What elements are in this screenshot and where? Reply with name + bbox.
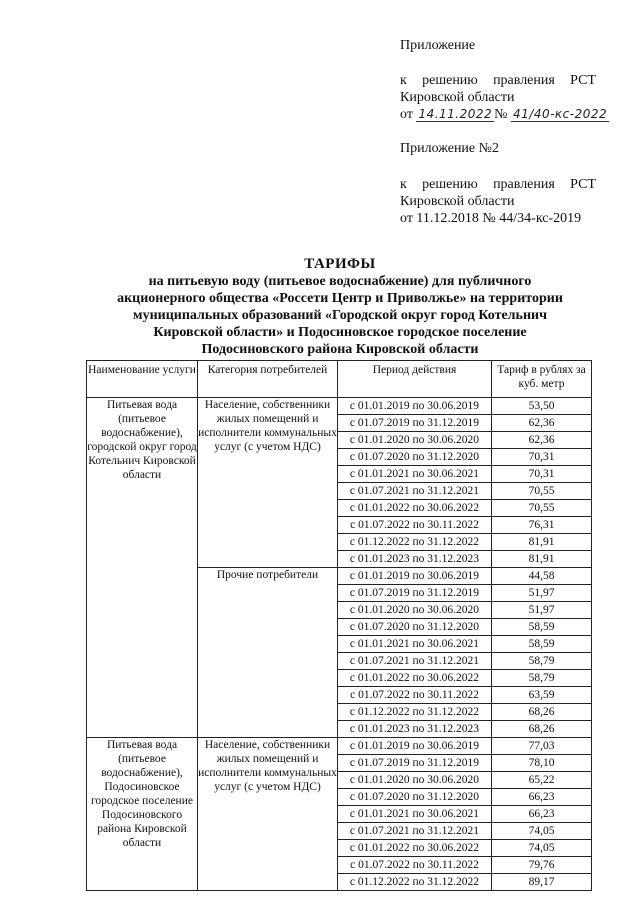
period-cell: с 01.01.2021 по 30.06.2021: [338, 466, 492, 483]
number-sign: №: [494, 107, 508, 122]
period-cell: с 01.07.2019 по 31.12.2019: [338, 415, 492, 432]
period-cell: с 01.12.2022 по 31.12.2022: [338, 534, 492, 551]
period-cell: с 01.07.2021 по 31.12.2021: [338, 823, 492, 840]
title-line: на питьевую воду (питьевое водоснабжение) для публичного: [148, 274, 532, 289]
tariff-value-cell: 51,97: [492, 585, 592, 602]
appendix-2-ref-line: [400, 176, 596, 193]
period-cell: с 01.07.2020 по 31.12.2020: [338, 449, 492, 466]
period-cell: с 01.07.2021 по 31.12.2021: [338, 483, 492, 500]
table-row: [87, 738, 592, 755]
header-period: Период действия: [338, 361, 492, 398]
ref-word: к: [400, 73, 407, 88]
tariff-value-cell: 63,59: [492, 687, 592, 704]
appendix-2-region: Кировской области: [400, 194, 515, 209]
period-cell: с 01.07.2022 по 30.11.2022: [338, 517, 492, 534]
appendix-2-reference: [400, 176, 596, 227]
appendix-1-title: Приложение: [400, 38, 476, 53]
title-line: муниципальных образований «Городской округ город Котельнич: [133, 308, 547, 323]
tariff-value-cell: 70,55: [492, 483, 592, 500]
tariff-value-cell: 70,55: [492, 500, 592, 517]
period-cell: с 01.01.2021 по 30.06.2021: [338, 636, 492, 653]
tariff-value-cell: 74,05: [492, 823, 592, 840]
ref-word: РСТ: [570, 177, 596, 192]
period-cell: с 01.01.2022 по 30.06.2022: [338, 500, 492, 517]
period-cell: с 01.01.2020 по 30.06.2020: [338, 772, 492, 789]
tariff-value-cell: 51,97: [492, 602, 592, 619]
tariff-value-cell: 89,17: [492, 874, 592, 891]
period-cell: с 01.07.2022 по 30.11.2022: [338, 857, 492, 874]
period-cell: с 01.01.2022 по 30.06.2022: [338, 670, 492, 687]
period-cell: с 01.01.2021 по 30.06.2021: [338, 806, 492, 823]
period-cell: с 01.01.2023 по 31.12.2023: [338, 551, 492, 568]
table-body: [87, 398, 592, 891]
table-header-row: [87, 361, 592, 398]
ref-word: правления: [493, 177, 555, 192]
tariff-value-cell: 76,31: [492, 517, 592, 534]
category-cell: Прочие потребители: [198, 568, 338, 738]
tariff-value-cell: 58,59: [492, 619, 592, 636]
tariff-value-cell: 66,23: [492, 789, 592, 806]
tariff-table: [86, 360, 592, 891]
tariff-value-cell: 77,03: [492, 738, 592, 755]
tariff-value-cell: 70,31: [492, 466, 592, 483]
from-label: от: [400, 107, 413, 122]
service-name-cell: Питьевая вода (питьевое водоснабжение), Подосиновское городское поселение Подосиновского района Кировской области: [87, 738, 198, 891]
title-line: Кировской области» и Подосиновское городское поселение: [153, 325, 527, 340]
tariff-value-cell: 68,26: [492, 704, 592, 721]
tariff-value-cell: 81,91: [492, 534, 592, 551]
ref-word: решению: [422, 73, 478, 88]
tariff-value-cell: 79,76: [492, 857, 592, 874]
tariff-value-cell: 68,26: [492, 721, 592, 738]
category-cell: Население, собственники жилых помещений и исполнители коммунальных услуг (с учетом НДС): [198, 398, 338, 568]
handwritten-date: 14.11.2022: [418, 107, 493, 121]
ref-word: решению: [422, 177, 478, 192]
ref-word: к: [400, 177, 407, 192]
period-cell: с 01.01.2019 по 30.06.2019: [338, 568, 492, 585]
table-row: [87, 398, 592, 415]
tariff-value-cell: 66,23: [492, 806, 592, 823]
service-name-cell: Питьевая вода (питьевое водоснабжение), городской округ город Котельнич Кировской области: [87, 398, 198, 738]
period-cell: с 01.12.2022 по 31.12.2022: [338, 704, 492, 721]
tariff-value-cell: 74,05: [492, 840, 592, 857]
header-tariff: Тариф в рублях за куб. метр: [492, 361, 592, 398]
appendix-2-date-line: от 11.12.2018 № 44/34-кс-2019: [400, 211, 582, 226]
appendix-2-block: [400, 140, 499, 157]
header-category: Категория потребителей: [198, 361, 338, 398]
period-cell: с 01.01.2020 по 30.06.2020: [338, 602, 492, 619]
period-cell: с 01.01.2019 по 30.06.2019: [338, 398, 492, 415]
tariff-value-cell: 62,36: [492, 432, 592, 449]
tariff-value-cell: 58,79: [492, 670, 592, 687]
period-cell: с 01.07.2022 по 30.11.2022: [338, 687, 492, 704]
period-cell: с 01.01.2019 по 30.06.2019: [338, 738, 492, 755]
tariff-value-cell: 70,31: [492, 449, 592, 466]
title-line: акционерного общества «Россети Центр и Приволжье» на территории: [117, 291, 563, 306]
period-cell: с 01.01.2020 по 30.06.2020: [338, 432, 492, 449]
tariff-value-cell: 58,59: [492, 636, 592, 653]
appendix-1-region: Кировской области: [400, 90, 515, 105]
tariff-value-cell: 58,79: [492, 653, 592, 670]
period-cell: с 01.12.2022 по 31.12.2022: [338, 874, 492, 891]
ref-word: правления: [493, 73, 555, 88]
document-title: [90, 256, 590, 358]
tariff-value-cell: 62,36: [492, 415, 592, 432]
ref-word: РСТ: [570, 73, 596, 88]
appendix-1-reference: [400, 72, 609, 123]
category-cell: Население, собственники жилых помещений и исполнители коммунальных услуг (с учетом НДС): [198, 738, 338, 891]
appendix-1-block: [400, 37, 475, 54]
appendix-1-ref-line: [400, 72, 596, 89]
period-cell: с 01.07.2019 по 31.12.2019: [338, 585, 492, 602]
title-line: Подосиновского района Кировской области: [201, 342, 479, 357]
appendix-2-title: Приложение №2: [400, 141, 499, 156]
tariff-value-cell: 78,10: [492, 755, 592, 772]
tariff-value-cell: 53,50: [492, 398, 592, 415]
tariff-value-cell: 44,58: [492, 568, 592, 585]
title-main: ТАРИФЫ: [304, 256, 376, 272]
tariff-value-cell: 65,22: [492, 772, 592, 789]
handwritten-number: 41/40-кс-2022: [513, 107, 608, 121]
period-cell: с 01.01.2022 по 30.06.2022: [338, 840, 492, 857]
tariff-value-cell: 81,91: [492, 551, 592, 568]
period-cell: с 01.07.2021 по 31.12.2021: [338, 653, 492, 670]
period-cell: с 01.07.2020 по 31.12.2020: [338, 619, 492, 636]
period-cell: с 01.07.2019 по 31.12.2019: [338, 755, 492, 772]
appendix-1-date-line: [400, 106, 609, 123]
period-cell: с 01.07.2020 по 31.12.2020: [338, 789, 492, 806]
period-cell: с 01.01.2023 по 31.12.2023: [338, 721, 492, 738]
header-service: Наименование услуги: [87, 361, 198, 398]
